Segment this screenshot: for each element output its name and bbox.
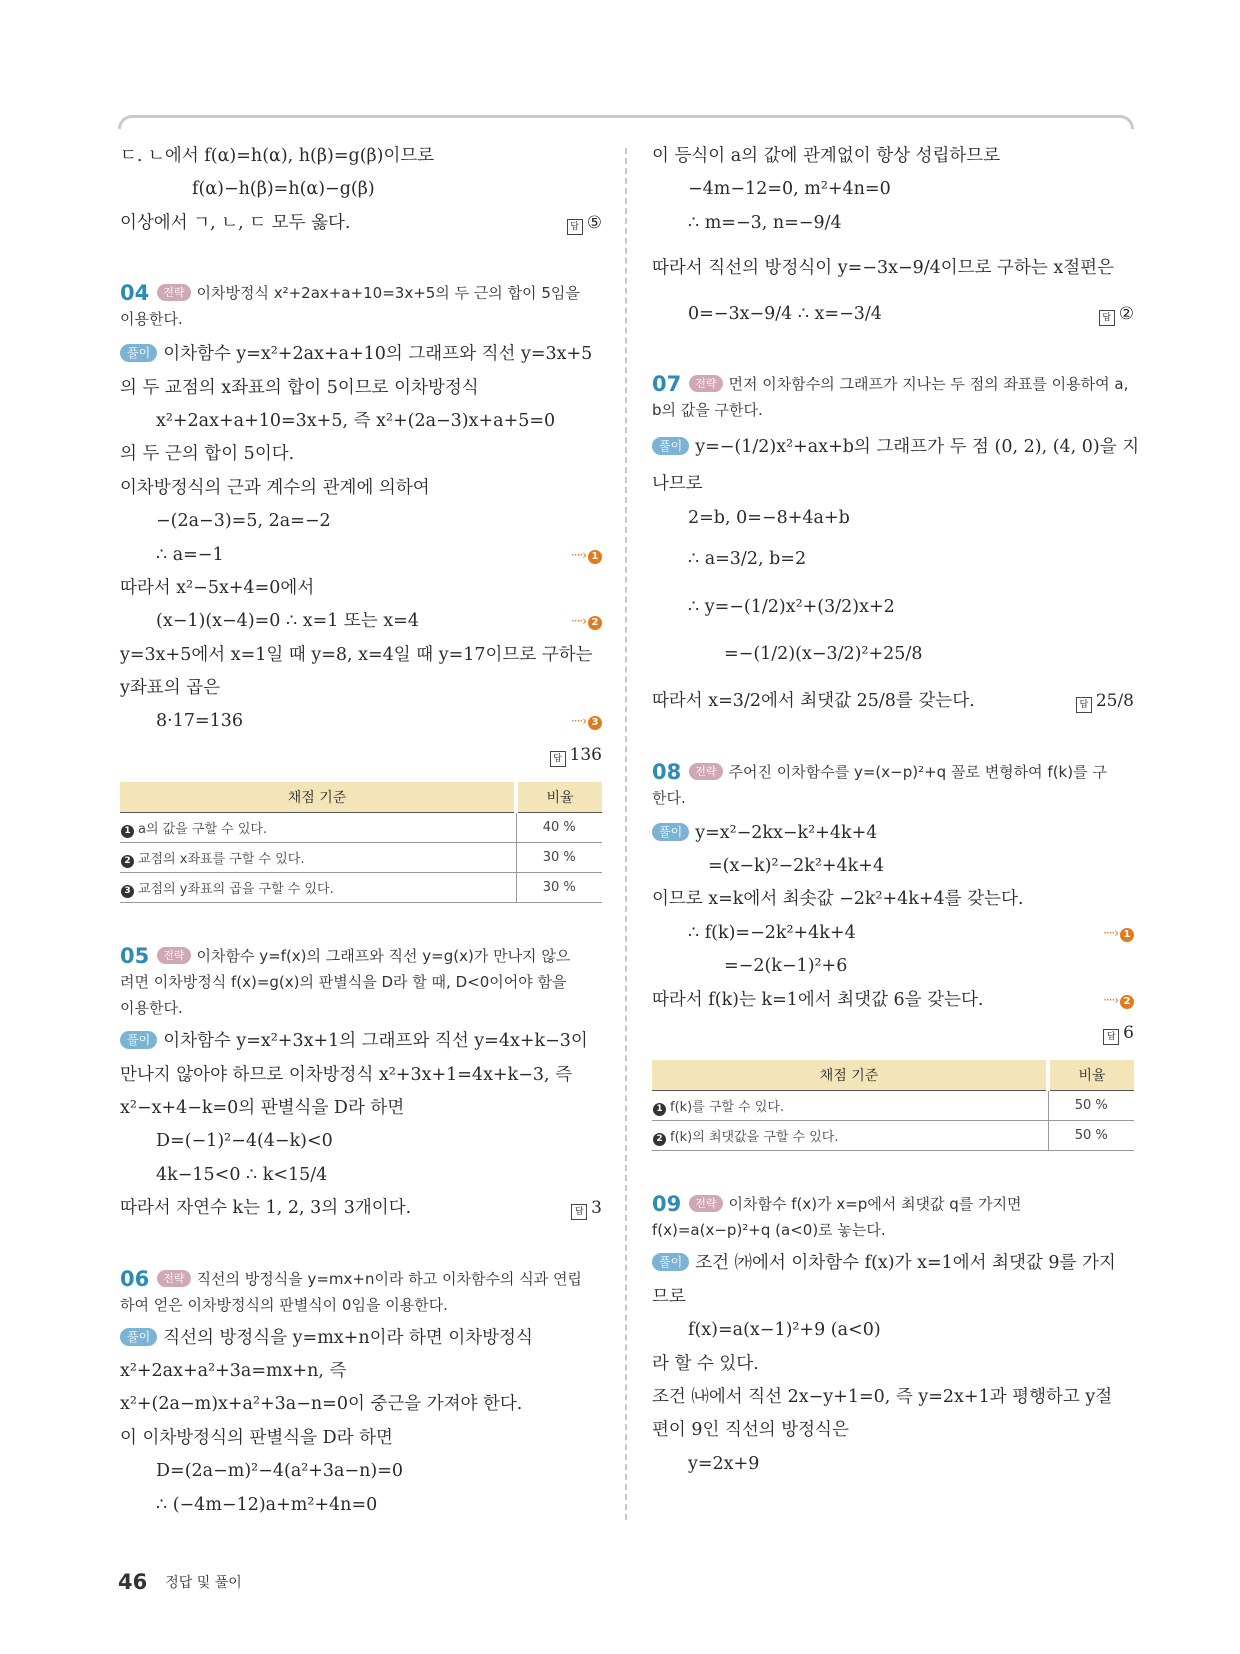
criterion-text: 교점의 y좌표의 곱을 구할 수 있다. (138, 881, 334, 897)
text-span: 이상에서 ㄱ, ㄴ, ㄷ 모두 옳다. (120, 212, 351, 233)
text-line: ∴ a=3/2, b=2 (688, 549, 807, 570)
problem-05-strategy (120, 943, 602, 1021)
answer-icon: 답 (1099, 310, 1115, 326)
text-line: 따라서 x²−5x+4=0에서 (120, 577, 315, 598)
strategy-text: 이차함수 y=f(x)의 그래프와 직선 y=g(x)가 만나지 않으 (196, 947, 571, 966)
grading-table (120, 782, 602, 903)
strategy-text: 먼저 이차함수의 그래프가 지나는 두 점의 좌표를 이용하여 a, (728, 374, 1129, 393)
top-rule (118, 115, 1134, 129)
text-line: =−(1/2)(x−3/2)²+25/8 (724, 643, 923, 664)
text-line (652, 984, 1134, 1017)
step-marker: ····› 1 (571, 539, 602, 572)
step-marker: ····› 2 (571, 605, 602, 638)
strategy-text: 직선의 방정식을 y=mx+n이라 하고 이차함수의 식과 연립 (196, 1269, 582, 1288)
text-line: 이 이차방정식의 판별식을 D라 하면 (120, 1427, 393, 1448)
strategy-text: 이차함수 f(x)가 x=p에서 최댓값 q를 가지면 (728, 1195, 1022, 1214)
text-line: 4k−15<0 ∴ k<15/4 (156, 1164, 328, 1185)
strategy-text: f(x)=a(x−p)²+q (a<0)로 놓는다. (652, 1221, 886, 1240)
strategy-text: 려면 이차방정식 f(x)=g(x)의 판별식을 D라 할 때, D<0이어야 함을 (120, 973, 567, 992)
left-column (120, 140, 602, 1522)
strategy-tag: 전략 (157, 1270, 190, 1287)
criterion-number: 3 (121, 885, 134, 898)
answer-mark (571, 1192, 602, 1225)
criterion-number: 2 (121, 855, 134, 868)
text-line: 따라서 직선의 방정식이 y=−3x−9/4이므로 구하는 x절편은 (652, 258, 1114, 279)
text-line: 이 등식이 a의 값에 관계없이 항상 성립하므로 (652, 146, 1001, 166)
criterion-number: 1 (121, 825, 134, 838)
answer-mark (567, 207, 602, 240)
text-line: 므로 (652, 1286, 686, 1307)
strategy-text: b의 값을 구한다. (652, 400, 763, 419)
answer-value: 136 (569, 744, 602, 765)
strategy-text: 이용한다. (120, 310, 183, 329)
page-number: 46 (118, 1570, 148, 1594)
strategy-text: 이차방정식 x²+2ax+a+10=3x+5의 두 근의 합이 5임을 (196, 284, 580, 303)
step-number: 2 (1120, 995, 1134, 1009)
answer-mark (1103, 1017, 1134, 1050)
text-span: 8·17=136 (156, 711, 244, 732)
table-row (120, 843, 602, 873)
solution-tag: 풀이 (652, 823, 689, 841)
text-span: 0=−3x−9/4 ∴ x=−3/4 (688, 303, 882, 324)
problem-06-strategy (120, 1266, 602, 1318)
step-marker: ····› 1 (1103, 917, 1134, 950)
text-line: 편이 9인 직선의 방정식은 (652, 1420, 849, 1441)
answer-icon: 답 (1103, 1029, 1119, 1045)
text-line: ∴ m=−3, n=−9/4 (688, 212, 842, 233)
text-line: −(2a−3)=5, 2a=−2 (156, 511, 331, 532)
text-line (120, 1025, 602, 1058)
step-number: 1 (1120, 928, 1134, 942)
strategy-text: 하여 얻은 이차방정식의 판별식이 0임을 이용한다. (120, 1295, 448, 1314)
text-span: y=−(1/2)x²+ax+b의 그래프가 두 점 (0, 2), (4, 0)을 지 (695, 436, 1140, 457)
criterion-text: f(k)의 최댓값을 구할 수 있다. (670, 1129, 839, 1145)
problem-number: 08 (652, 759, 682, 784)
text-span: 따라서 x=3/2에서 최댓값 25/8를 갖는다. (652, 691, 975, 712)
criterion-text: 교점의 x좌표를 구할 수 있다. (138, 851, 305, 867)
text-line: f(x)=a(x−1)²+9 (a<0) (688, 1320, 881, 1341)
text-span: 따라서 자연수 k는 1, 2, 3의 3개이다. (120, 1198, 412, 1219)
text-line: y=3x+5에서 x=1일 때 y=8, x=4일 때 y=17이므로 구하는 (120, 644, 593, 665)
text-line: 이차방정식의 근과 계수의 관계에 의하여 (120, 477, 430, 498)
answer-value: ② (1118, 303, 1134, 324)
problem-number: 05 (120, 944, 150, 969)
text-line (652, 298, 1134, 331)
answer-value: ⑤ (586, 212, 602, 233)
answer-mark (550, 739, 602, 772)
right-column (652, 140, 1140, 1481)
solution-tag: 풀이 (652, 437, 689, 455)
strategy-tag: 전략 (689, 763, 722, 780)
text-span: 따라서 f(k)는 k=1에서 최댓값 6을 갖는다. (652, 989, 984, 1010)
text-line (652, 817, 1134, 850)
criterion-ratio: 50 % (1048, 1091, 1134, 1121)
text-line: 나므로 (652, 474, 703, 495)
criterion-ratio: 40 % (516, 813, 602, 843)
text-span: ∴ a=−1 (156, 544, 224, 565)
text-line (120, 1322, 602, 1355)
step-number: 3 (588, 716, 602, 730)
answer-icon: 답 (571, 1204, 587, 1220)
answer-icon: 답 (550, 751, 566, 767)
criterion-number: 2 (653, 1133, 666, 1146)
text-line (652, 1247, 1134, 1280)
table-row (120, 873, 602, 903)
answer-value: 6 (1123, 1023, 1134, 1044)
text-line (652, 431, 1140, 464)
text-line: =(x−k)²−2k²+4k+4 (708, 856, 885, 877)
criterion-text: a의 값을 구할 수 있다. (138, 821, 268, 837)
criterion-number: 1 (653, 1103, 666, 1116)
problem-08-strategy (652, 759, 1134, 811)
grading-table (652, 1060, 1134, 1151)
text-line: f(α)−h(β)=h(α)−g(β) (192, 179, 375, 200)
strategy-text: 주어진 이차함수를 y=(x−p)²+q 꼴로 변형하여 f(k)를 구 (728, 762, 1107, 781)
problem-07-strategy (652, 371, 1134, 423)
text-line (120, 605, 602, 638)
text-line (652, 917, 1134, 950)
criterion-ratio: 30 % (516, 873, 602, 903)
text-line (120, 539, 602, 572)
answer-value: 3 (591, 1198, 602, 1219)
problem-09-strategy (652, 1191, 1134, 1243)
text-line (120, 739, 602, 772)
text-span: 조건 ㈎에서 이차함수 f(x)가 x=1에서 최댓값 9를 가지 (695, 1253, 1116, 1274)
text-line: 의 두 근의 합이 5이다. (120, 444, 295, 465)
text-line: y=2x+9 (688, 1453, 760, 1474)
strategy-tag: 전략 (689, 375, 722, 392)
text-line: 라 할 수 있다. (652, 1353, 759, 1374)
text-line: x²+(2a−m)x+a²+3a−n=0이 중근을 가져야 한다. (120, 1394, 523, 1415)
step-number: 1 (588, 550, 602, 564)
step-number: 2 (588, 616, 602, 630)
text-span: (x−1)(x−4)=0 ∴ x=1 또는 x=4 (156, 611, 419, 632)
column-divider (625, 148, 627, 1520)
table-header: 비율 (516, 782, 602, 813)
problem-number: 04 (120, 281, 150, 306)
strategy-tag: 전략 (157, 284, 190, 301)
text-line: −4m−12=0, m²+4n=0 (688, 179, 891, 200)
page-footer (118, 1570, 242, 1594)
text-line: 의 두 교점의 x좌표의 합이 5이므로 이차방정식 (120, 377, 479, 398)
table-row (652, 1091, 1134, 1121)
problem-04-strategy (120, 280, 602, 332)
problem-number: 06 (120, 1266, 150, 1291)
criterion-text: f(k)를 구할 수 있다. (670, 1099, 785, 1115)
text-line: x²+2ax+a+10=3x+5, 즉 x²+(2a−3)x+a+5=0 (156, 410, 556, 431)
text-line (652, 685, 1134, 718)
answer-mark (1076, 685, 1134, 718)
text-line (120, 338, 602, 371)
text-line: D=(−1)²−4(4−k)<0 (156, 1131, 333, 1152)
text-line: 이므로 x=k에서 최솟값 −2k²+4k+4를 갖는다. (652, 889, 1024, 910)
text-line: ∴ (−4m−12)a+m²+4n=0 (156, 1494, 378, 1515)
criterion-ratio: 30 % (516, 843, 602, 873)
text-line: x²+2ax+a²+3a=mx+n, 즉 (120, 1360, 347, 1381)
text-span: 직선의 방정식을 y=mx+n이라 하면 이차방정식 (163, 1327, 533, 1348)
strategy-text: 한다. (652, 788, 686, 807)
strategy-tag: 전략 (689, 1195, 722, 1212)
answer-value: 25/8 (1095, 691, 1134, 712)
text-line: y좌표의 곱은 (120, 678, 220, 699)
answer-icon: 답 (1076, 697, 1092, 713)
text-line (120, 1192, 602, 1225)
text-span: ∴ f(k)=−2k²+4k+4 (688, 922, 856, 943)
text-line: ∴ y=−(1/2)x²+(3/2)x+2 (688, 596, 895, 617)
text-span: 이차함수 y=x²+2ax+a+10의 그래프와 직선 y=3x+5 (163, 344, 593, 365)
text-line (652, 1017, 1134, 1050)
text-span: y=x²−2kx−k²+4k+4 (695, 822, 878, 843)
strategy-tag: 전략 (157, 947, 190, 964)
answer-icon: 답 (567, 219, 583, 235)
text-line: D=(2a−m)²−4(a²+3a−n)=0 (156, 1461, 404, 1482)
text-line (120, 207, 602, 240)
table-row (652, 1121, 1134, 1151)
table-header: 채점 기준 (120, 782, 516, 813)
solution-tag: 풀이 (120, 1328, 157, 1346)
text-span: 이차함수 y=x²+3x+1의 그래프와 직선 y=4x+k−3이 (163, 1031, 588, 1052)
step-marker: ····› 2 (1103, 984, 1134, 1017)
table-row (120, 813, 602, 843)
answer-mark (1099, 298, 1134, 331)
solution-tag: 풀이 (652, 1253, 689, 1271)
problem-number: 09 (652, 1192, 682, 1217)
solution-tag: 풀이 (120, 1031, 157, 1049)
text-line: 2=b, 0=−8+4a+b (688, 507, 850, 528)
text-line: =−2(k−1)²+6 (724, 956, 848, 977)
text-line: ㄷ. ㄴ에서 f(α)=h(α), h(β)=g(β)이므로 (120, 146, 435, 166)
criterion-ratio: 50 % (1048, 1121, 1134, 1151)
strategy-text: 이용한다. (120, 999, 183, 1018)
text-line: 만나지 않아야 하므로 이차방정식 x²+3x+1=4x+k−3, 즉 (120, 1064, 573, 1085)
text-line (120, 705, 602, 738)
table-header: 비율 (1048, 1060, 1134, 1091)
solution-tag: 풀이 (120, 344, 157, 362)
text-line: x²−x+4−k=0의 판별식을 D라 하면 (120, 1098, 405, 1119)
footer-label: 정답 및 풀이 (165, 1575, 242, 1591)
step-marker: ····› 3 (571, 705, 602, 738)
table-header: 채점 기준 (652, 1060, 1048, 1091)
problem-number: 07 (652, 371, 682, 396)
text-line: 조건 ㈏에서 직선 2x−y+1=0, 즉 y=2x+1과 평행하고 y절 (652, 1386, 1113, 1407)
